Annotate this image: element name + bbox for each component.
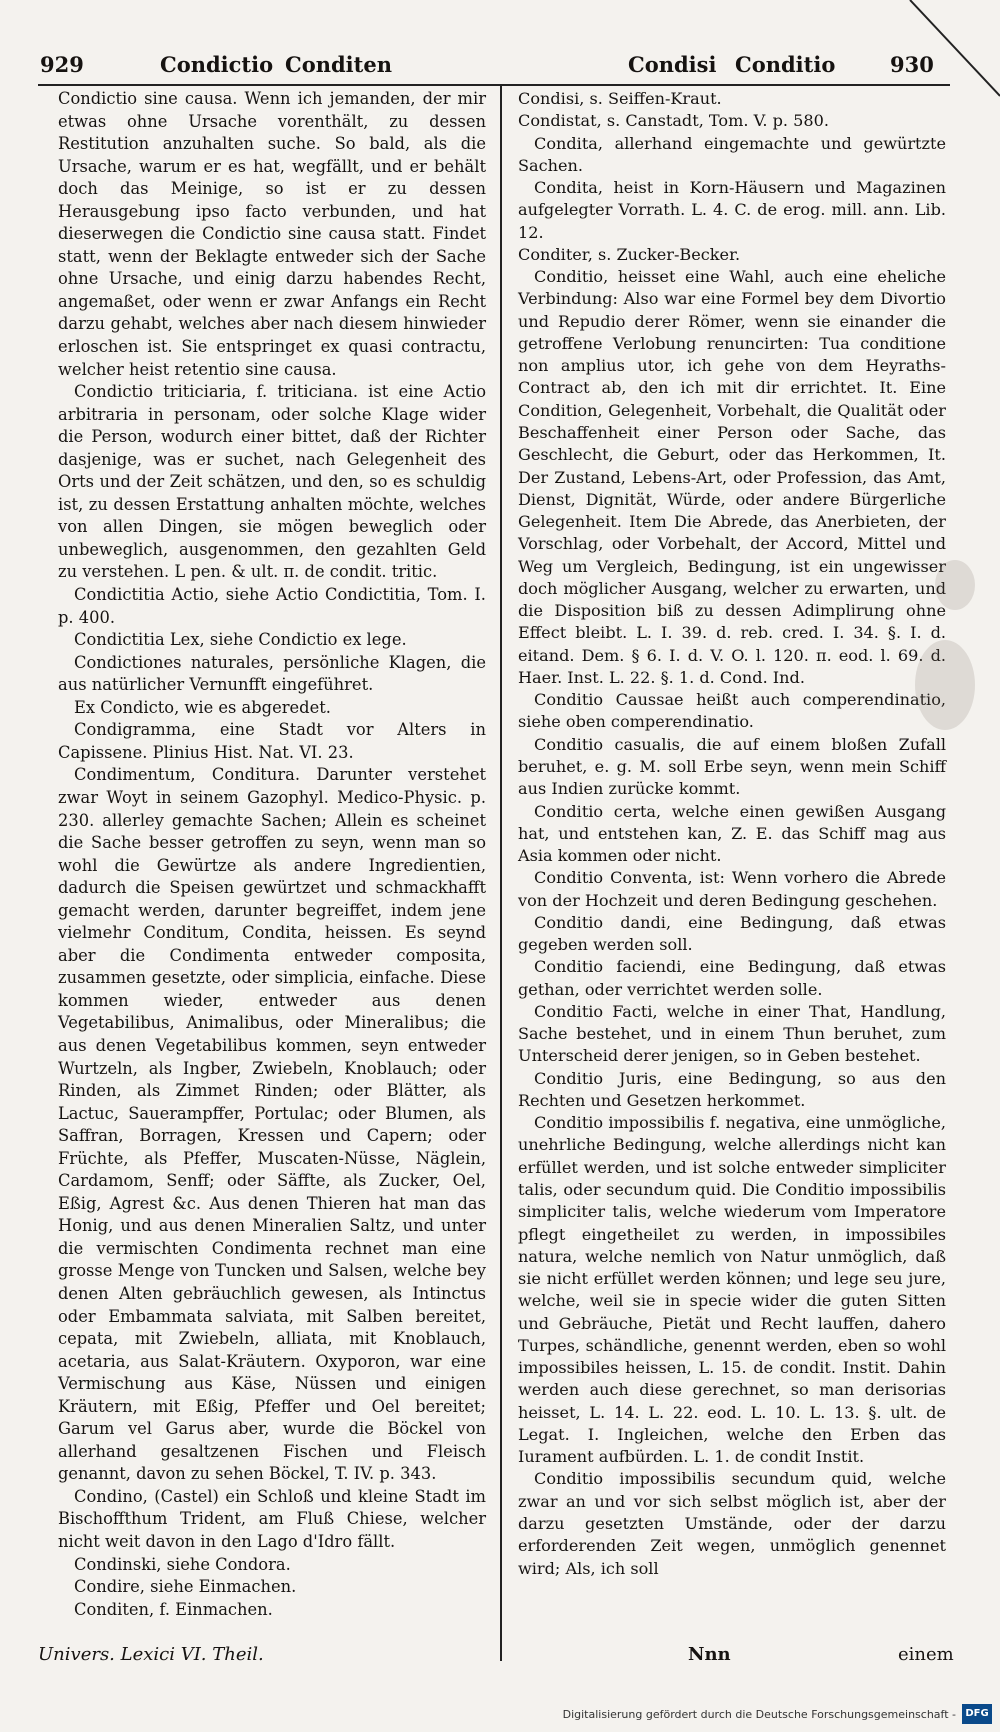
- entry-paragraph: Condisi, s. Seiffen-Kraut.: [518, 89, 722, 108]
- right-page-number: 930: [890, 52, 934, 77]
- ink-stain: [915, 640, 975, 730]
- footer-volume-line: Univers. Lexici VI. Theil.: [38, 1644, 264, 1665]
- dfg-logo: DFG: [962, 1704, 992, 1724]
- ink-stain: [935, 560, 975, 610]
- entry-paragraph: Condinski, siehe Condora.: [74, 1554, 291, 1574]
- entry-paragraph: Conditio Conventa, ist: Wenn vorhero die Abrede von der Hochzeit und deren Bedingung geschehen.: [518, 868, 946, 910]
- entry-paragraph: Condictio sine causa. Wenn ich jemanden, der mir etwas ohne Ursache vorenthält, zu dessen Restitution anzuhalten suche. So bald, als die Ursache, warum er es hat, wegfällt, und er behält doch das Meinige, so ist er zu dessen Herausgebung ipso facto verbunden, und hat dieserwegen die Condictio sine causa statt. Findet statt, wenn der Beklagte entweder sich der Sache ohne Ursache, und einig darzu habendes Recht, angemaßet, oder wenn er zwar Anfangs ein Recht darzu gehabt, welches aber nach diesem hinwieder erloschen ist. Sie entspringet ex quasi contractu, welcher heist retentio sine causa.: [58, 89, 486, 379]
- digitization-note: Digitalisierung gefördert durch die Deutsche Forschungsgemeinschaft -: [562, 1708, 956, 1721]
- entry-paragraph: Ex Condicto, wie es abgeredet.: [74, 697, 331, 717]
- right-catchword-2: Conditio: [735, 52, 836, 77]
- entry-paragraph: Condita, allerhand eingemachte und gewürtzte Sachen.: [518, 133, 946, 175]
- entry-paragraph: Conditen, f. Einmachen.: [74, 1599, 273, 1619]
- entry-paragraph: Conditio Juris, eine Bedingung, so aus den Rechten und Gesetzen herkommet.: [518, 1068, 946, 1110]
- header-rule: [38, 84, 950, 86]
- right-column: [518, 88, 946, 1580]
- entry-paragraph: Conditer, s. Zucker-Becker.: [518, 244, 741, 264]
- entry-paragraph: Conditio, heisset eine Wahl, auch eine eheliche Verbindung: Also war eine Formel bey dem Divortio und Repudio derer Römer, wenn sie einander die getroffene Verlobung renuncirten: Tua conditione non amplius utor, ich gehe von dem Heyraths-Contract ab, den ich mit dir errichtet. It. Eine Condition, Gelegenheit, Vorbehalt, die Qualität oder Beschaffenheit einer Person oder Sache, das Geschlecht, die Geburt, oder das Herkommen, It. Der Zustand, Lebens-Art, oder Profession, das Amt, Dienst, Dignität, Würde, oder andere Bürgerliche Gelegenheit. Item Die Abrede, das Anerbieten, der Vorschlag, oder Vorbehalt, der Accord, Mittel und Weg um Vergleich, Bedingung, ist ein ungewisser doch möglicher Ausgang, welcher zu erwarten, und die Disposition biß zu dessen Adimplirung ohne Effect bleibt. L. I. 39. d. reb. cred. I. 34. §. I. d. eitand. Dem. § 6. I. d. V. O. l. 120. π. eod. l. 69. d. Haer. Inst. L. 22. §. 1. d. Cond. Ind.: [518, 267, 946, 687]
- entry-paragraph: Condire, siehe Einmachen.: [74, 1577, 297, 1597]
- entry-paragraph: Conditio Facti, welche in einer That, Handlung, Sache bestehet, und in einem Thun beruhet, zum Unterscheid derer jenigen, so in Geben bestehet.: [518, 1001, 946, 1066]
- entry-paragraph: Conditio certa, welche einen gewißen Ausgang hat, und entstehen kan, Z. E. das Schiff mag aus Asia kommen oder nicht.: [518, 801, 946, 866]
- entry-paragraph: Condictitia Lex, siehe Condictio ex lege.: [74, 630, 407, 650]
- entry-paragraph: Condimentum, Conditura. Darunter verstehet zwar Woyt in seinem Gazophyl. Medico-Physic. p. 230. allerley gemachte Sachen; Allein es scheinet die Sache besser getroffen zu seyn, wenn man so wohl die Gewürtze als andere Ingredientien, dadurch die Speisen gewürtzet und schmackhafft gemacht werden, darunter begreiffet, indem jene vielmehr Conditum, Condita, heissen. Es seynd aber die Condimenta entweder composita, zusammen gesetzte, oder simplicia, einfache. Diese kommen wieder, entweder aus denen Vegetabilibus, Animalibus, oder Mineralibus; die aus denen Vegetabilibus kommen, seyn entweder Wurtzeln, als Ingber, Zwiebeln, Knoblauch; oder Rinden, als Zimmet Rinden; oder Blätter, als Lactuc, Sauerampffer, Portulac; oder Blumen, als Saffran, Borragen, Kressen und Capern; oder Früchte, als Pfeffer, Muscaten-Nüsse, Näglein, Cardamom, Senff; oder Säffte, als Zucker, Oel, Eßig, Agrest &c. Aus denen Thieren hat man das Honig, und aus denen Mineralien Saltz, und unter die vermischten Condimenta rechnet man eine grosse Menge von Tuncken und Salsen, welche bey denen Alten gebräuchlich gewesen, als Intinctus oder Embammata salviata, mit Salben bereitet, cepata, mit Zwiebeln, alliata, mit Knoblauch, acetaria, aus Salat-Kräutern. Oxyporon, war eine Vermischung aus Käse, Nüssen und einigen Kräutern, mit Eßig, Pfeffer und Oel bereitet; Garum vel Garus aber, wurde die Böckel von allerhand gesaltzenen Fischen und Fleisch genannt, davon zu sehen Böckel, T. IV. p. 343.: [58, 765, 486, 1484]
- entry-paragraph: Condita, heist in Korn-Häusern und Magazinen aufgelegter Vorrath. L. 4. C. de erog. mill. ann. Lib. 12.: [518, 178, 946, 242]
- entry-paragraph: Condictiones naturales, persönliche Klagen, die aus natürlicher Vernunfft eingeführet.: [58, 652, 486, 695]
- footer-signature: Nnn: [688, 1644, 731, 1665]
- entry-paragraph: Conditio impossibilis f. negativa, eine unmögliche, unehrliche Bedingung, welche allerdings nicht kan erfüllet werden, und ist solche entweder simpliciter talis, oder secundum quid. Die Conditio impossibilis simpliciter talis, welche wiederum vom Imperatore pflegt eingetheilet zu werden, in impossibiles natura, welche nemlich von Natur unmöglich, daß sie nicht erfüllet werden können; und lege seu jure, welche, weil sie in specie wider die guten Sitten und Gebräuche, Pietät und Recht lauffen, dahero Turpes, schändliche, genennt werden, eben so wohl impossibiles heissen, L. 15. de condit. Instit. Dahin werden auch diese gerechnet, so man derisorias heisset, L. 14. L. 22. eod. L. 10. L. 13. §. ult. de Legat. I. Ingleichen, welche den Erben das Iurament aufbürden. L. 1. de condit Instit.: [518, 1113, 946, 1467]
- entry-paragraph: Condino, (Castel) ein Schloß und kleine Stadt im Bischoffthum Trident, am Fluß Chiese, welcher nicht weit davon in den Lago d'Idro fällt.: [58, 1486, 486, 1551]
- entry-paragraph: Condistat, s. Canstadt, Tom. V. p. 580.: [518, 111, 829, 131]
- entry-paragraph: Conditio Caussae heißt auch comperendinatio, siehe oben comperendinatio.: [518, 690, 946, 732]
- left-catchword-2: Conditen: [285, 52, 392, 77]
- entry-paragraph: Conditio casualis, die auf einem bloßen Zufall beruhet, e. g. M. soll Erbe seyn, wenn mein Schiff aus Indien zurücke kommt.: [518, 734, 946, 799]
- column-divider: [500, 86, 502, 1661]
- footer-catchword: einem: [898, 1644, 954, 1665]
- left-column: [58, 88, 486, 1621]
- left-page-number: 929: [40, 52, 84, 77]
- left-catchword-1: Condictio: [160, 52, 274, 77]
- entry-paragraph: Condictio triticiaria, f. triticiana. ist eine Actio arbitraria in personam, oder solche Klage wider die Person, wodurch einer bittet, daß der Richter dasjenige, was er suchet, nach Gelegenheit des Orts und der Zeit schätzen, und den, so es schuldig ist, zu dessen Erstattung anhalten möchte, welches von allen Dingen, sie mögen beweglich oder unbeweglich, ausgenommen, den gezahlten Geld zu verstehen. L pen. & ult. π. de condit. tritic.: [58, 382, 486, 582]
- entry-paragraph: Conditio impossibilis secundum quid, welche zwar an und vor sich selbst möglich ist, aber der darzu gesetzten Umstände, oder der darzu erforderenden Zeit wegen, unmöglich genennet wird; Als, ich soll: [518, 1469, 946, 1578]
- entry-paragraph: Condictitia Actio, siehe Actio Condictitia, Tom. I. p. 400.: [58, 585, 486, 627]
- entry-paragraph: Condigramma, eine Stadt vor Alters in Capissene. Plinius Hist. Nat. VI. 23.: [58, 720, 486, 762]
- entry-paragraph: Conditio dandi, eine Bedingung, daß etwas gegeben werden soll.: [518, 912, 946, 955]
- right-catchword-1: Condisi: [628, 52, 717, 77]
- entry-paragraph: Conditio faciendi, eine Bedingung, daß etwas gethan, oder verrichtet werden solle.: [518, 957, 946, 999]
